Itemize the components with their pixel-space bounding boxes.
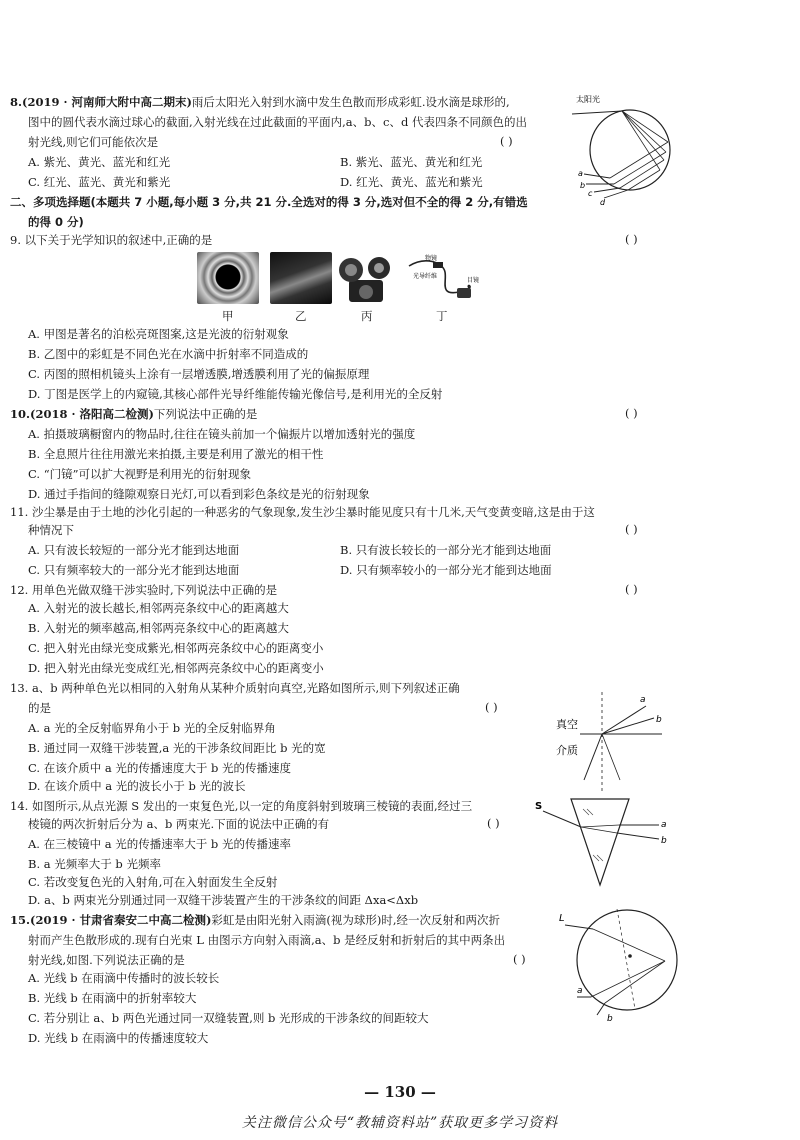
q14-fig-label-a: a: [661, 820, 667, 830]
q14-prism-figure: [533, 795, 673, 890]
q15-stem-line3: 射光线,如图.下列说法正确的是: [28, 953, 185, 967]
q9-option-d: D. 丁图是医学上的内窥镜,其核心部件光导纤维能传输光像信号,是利用光的全反射: [28, 387, 443, 401]
q9-stem: 9. 以下关于光学知识的叙述中,正确的是: [10, 233, 213, 247]
q14-stem-line2: 棱镜的两次折射后分为 a、b 两束光.下面的说法中正确的有: [28, 817, 330, 831]
q15-stem-line2: 射而产生色散形成的.现有白光束 L 由图示方向射入雨滴,a、b 是经反射和折射后的其中两条出: [28, 933, 506, 947]
q13-option-c: C. 在该介质中 a 光的传播速度大于 b 光的传播速度: [28, 761, 292, 775]
q13-option-a: A. a 光的全反射临界角小于 b 光的全反射临界角: [28, 721, 276, 735]
footer-promo: 关注微信公众号“教辅资料站”获取更多学习资料: [241, 1115, 559, 1131]
endoscope-label-eyepiece: 目镜: [467, 277, 480, 284]
section2-heading-line1: 二、多项选择题(本题共 7 小题,每小题 3 分,共 21 分.全选对的得 3 分,选对但不全的得 2 分,有错选: [10, 195, 528, 209]
q8-fig-label-a: a: [578, 169, 583, 178]
q10-option-d: D. 通过手指间的缝隙观察日光灯,可以看到彩色条纹是光的衍射现象: [28, 487, 370, 501]
q12-option-b: B. 入射光的频率越高,相邻两亮条纹中心的距离越大: [28, 621, 289, 635]
q9-caption-jia: 甲: [222, 309, 234, 323]
q12-option-a: A. 入射光的波长越长,相邻两亮条纹中心的距离越大: [28, 601, 289, 615]
endoscope-label-fiber: 光导纤维: [413, 273, 438, 280]
q10-option-a: A. 拍摄玻璃橱窗内的物品时,往往在镜头前加一个偏振片以增加透射光的强度: [28, 427, 416, 441]
page-number: — 130 —: [364, 1083, 436, 1101]
q15-ray-b: [597, 1003, 605, 1015]
q15-option-b: B. 光线 b 在雨滴中的折射率较大: [28, 991, 197, 1005]
q8-fig-label-c: c: [588, 189, 593, 198]
q12-option-d: D. 把入射光由绿光变成红光,相邻两亮条纹中心的距离变小: [28, 661, 324, 675]
q13-reflected-ray: [602, 734, 620, 780]
q8-line1: [10, 94, 510, 110]
q13-fig-medium-label: 介质: [556, 744, 578, 757]
rainbow-photo: [270, 252, 332, 304]
q8-drop-circle: [590, 110, 670, 190]
q15-raindrop-figure: [555, 905, 675, 1027]
q13-option-b: B. 通过同一双缝干涉装置,a 光的干涉条纹间距比 b 光的宽: [28, 741, 326, 755]
q15-option-d: D. 光线 b 在雨滴中的传播速度较大: [28, 1031, 209, 1045]
q8-fig-label-d: d: [600, 198, 606, 207]
q13-refraction-figure: [550, 688, 670, 798]
q11-option-b: B. 只有波长较长的一部分光才能到达地面: [340, 543, 552, 557]
q15-answer-paren: ( ): [513, 952, 526, 966]
q8-ray-a: [584, 174, 610, 178]
q14-ray-b: [617, 833, 659, 839]
q12-stem: 12. 用单色光做双缝干涉实验时,下列说法中正确的是: [10, 583, 278, 597]
q9-answer-paren: ( ): [625, 232, 638, 246]
q15-option-a: A. 光线 b 在雨滴中传播时的波长较长: [28, 971, 220, 985]
q14-fig-label-s: S: [535, 801, 543, 812]
q13-stem-line2: 的是: [28, 701, 51, 715]
q11-option-c: C. 只有频率较大的一部分光才能到达地面: [28, 563, 240, 577]
q10-option-b: B. 全息照片往往用激光来拍摄,主要是利用了激光的相干性: [28, 447, 324, 461]
q14-option-a: A. 在三棱镜中 a 光的传播速率大于 b 光的传播速率: [28, 837, 291, 851]
q15-axis-line: [617, 909, 635, 1009]
q15-fig-label-l: L: [559, 913, 565, 924]
q8-fig-label-b: b: [580, 181, 586, 190]
q14-answer-paren: ( ): [487, 816, 500, 830]
poisson-spot-photo: [197, 252, 259, 304]
q12-answer-paren: ( ): [625, 582, 638, 596]
q8-option-c: C. 红光、蓝光、黄光和紫光: [28, 175, 171, 189]
q12-option-c: C. 把入射光由绿光变成紫光,相邻两亮条纹中心的距离变小: [28, 641, 324, 655]
q14-stem-line1: 14. 如图所示,从点光源 S 发出的一束复色光,以一定的角度斜射到玻璃三棱镜的表面,经过三: [10, 799, 473, 813]
section2-heading-line2: 的得 0 分): [28, 215, 84, 229]
q11-stem-line2: 种情况下: [28, 523, 74, 537]
q11-option-a: A. 只有波长较短的一部分光才能到达地面: [28, 543, 240, 557]
q13-ray-b: [602, 718, 654, 734]
q8-option-a: A. 紫光、黄光、蓝光和红光: [28, 155, 171, 169]
q11-stem-line1: 11. 沙尘暴是由于土地的沙化引起的一种恶劣的气象现象,发生沙尘暴时能见度只有十几米,天气变黄变暗,这是由于这: [10, 505, 595, 519]
q14-prism: [571, 799, 629, 885]
q14-option-c: C. 若改变复色光的入射角,可在入射面发生全反射: [28, 875, 278, 889]
q8-option-d: D. 红光、黄光、蓝光和紫光: [340, 175, 483, 189]
q8-fig-sun-label: 太阳光: [576, 95, 600, 104]
q13-stem-line1: 13. a、b 两种单色光以相同的入射角从某种介质射向真空,光路如图所示,则下列叙述正确: [10, 681, 460, 695]
q15-option-c: C. 若分别让 a、b 两色光通过同一双缝装置,则 b 光形成的干涉条纹的间距较大: [28, 1011, 429, 1025]
q9-option-b: B. 乙图中的彩虹是不同色光在水滴中折射率不同造成的: [28, 347, 309, 361]
q8-stem-line1: 雨后太阳光入射到水滴中发生色散而形成彩虹.设水滴是球形的,: [191, 95, 510, 109]
q10-line1: [10, 406, 257, 422]
q11-option-d: D. 只有频率较小的一部分光才能到达地面: [340, 563, 552, 577]
q14-fig-label-b: b: [661, 836, 667, 846]
q8-stem-line3: 射光线,则它们可能依次是: [28, 135, 159, 149]
q13-fig-vacuum-label: 真空: [556, 718, 578, 731]
q15-center-dot: [628, 954, 632, 958]
q13-ray-a: [602, 706, 646, 734]
q13-fig-label-a: a: [640, 695, 646, 705]
q13-incident-ray: [584, 734, 602, 780]
endoscope-label-objective: 物镜: [425, 255, 438, 262]
q10-stem: 下列说法中正确的是: [153, 407, 258, 421]
q15-fig-label-a: a: [577, 986, 583, 996]
q10-source: 10.(2018 · 洛阳高二检测): [10, 407, 154, 421]
endoscope-figure: [405, 252, 480, 304]
q8-ray-d: [604, 190, 628, 198]
q8-raindrop-figure: [570, 92, 680, 207]
q15-line1: [10, 912, 500, 928]
q13-option-d: D. 在该介质中 a 光的波长小于 b 光的波长: [28, 779, 246, 793]
q9-option-c: C. 丙图的照相机镜头上涂有一层增透膜,增透膜利用了光的偏振原理: [28, 367, 370, 381]
q11-answer-paren: ( ): [625, 522, 638, 536]
q15-fig-label-b: b: [607, 1014, 613, 1024]
q15-stem-line1: 彩虹是由阳光射入雨滴(视为球形)时,经一次反射和两次折: [211, 913, 501, 927]
q15-source: 15.(2019 · 甘肃省秦安二中高二检测): [10, 913, 212, 927]
q13-answer-paren: ( ): [485, 700, 498, 714]
q10-answer-paren: ( ): [625, 406, 638, 420]
q10-option-c: C. “门镜”可以扩大视野是利用光的衍射现象: [28, 467, 251, 481]
q8-answer-paren: ( ): [500, 134, 513, 148]
q8-source: 8.(2019 · 河南师大附中高二期末): [10, 95, 192, 109]
camera-lens-photo: [335, 252, 397, 304]
q9-caption-yi: 乙: [295, 309, 307, 323]
q8-ray-c: [594, 188, 620, 192]
q14-option-b: B. a 光频率大于 b 光频率: [28, 857, 161, 871]
q9-caption-ding: 丁: [436, 309, 448, 323]
q14-option-d: D. a、b 两束光分别通过同一双缝干涉装置产生的干涉条纹的间距 Δxa<Δxb: [28, 893, 419, 907]
q9-caption-bing: 丙: [361, 309, 373, 323]
q13-fig-label-b: b: [656, 715, 662, 725]
q8-stem-line2: 图中的圆代表水滴过球心的截面,入射光线在过此截面的平面内,a、b、c、d 代表四条不同颜色的出: [28, 115, 527, 129]
q8-option-b: B. 紫光、蓝光、黄光和红光: [340, 155, 483, 169]
q9-option-a: A. 甲图是著名的泊松亮斑图案,这是光波的衍射观象: [28, 327, 289, 341]
